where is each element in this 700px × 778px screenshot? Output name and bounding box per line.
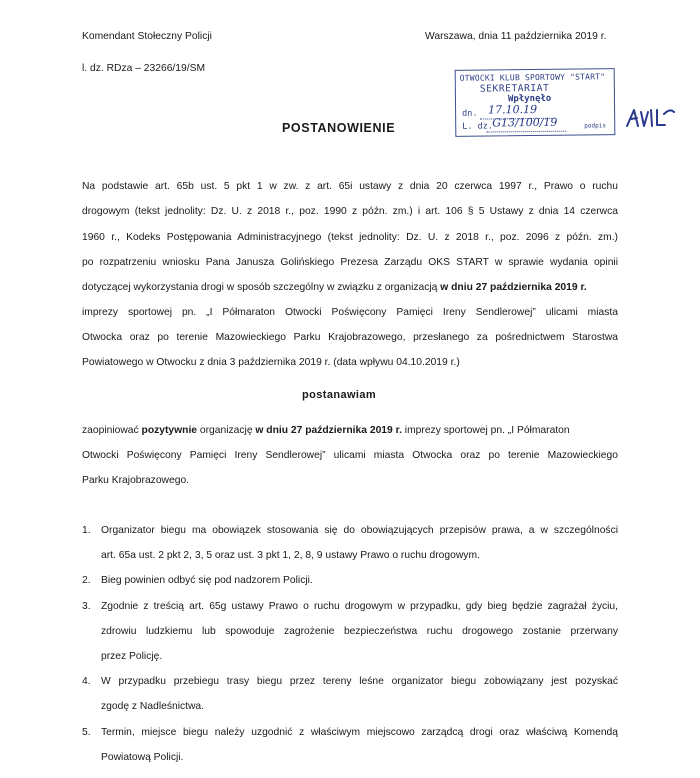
stamp-date-handwritten: 17.10.19 (488, 102, 538, 117)
reference-number: l. dz. RDza – 23266/19/SM (82, 63, 206, 74)
condition-5-line-1: Termin, miejsce biegu należy uzgodnić z właściwym miejscowo zarządcą drogi oraz właściwą Komendą (101, 727, 618, 738)
decision-line-3: Parku Krajobrazowego. (82, 475, 190, 486)
document-title: POSTANOWIENIE (282, 121, 396, 135)
condition-1-line-1: Organizator biegu ma obowiązek stosowania się do obowiązujących przepisów prawa, a w szczególności (101, 525, 618, 536)
condition-2-line-1: Bieg powinien odbyć się pod nadzorem Policji. (101, 575, 313, 586)
condition-1-number: 1. (82, 525, 91, 536)
decision-pre: zaopiniować (82, 425, 142, 436)
intro-event-date: w dniu 27 października 2019 r. (440, 282, 587, 293)
condition-4-number: 4. (82, 676, 91, 687)
condition-4-line-2: zgodę z Nadleśnictwa. (101, 701, 205, 712)
intro-line-4: po rozpatrzeniu wniosku Pana Janusza Golińskiego Prezesa Zarządu OKS START w sprawie wydania opinii (82, 257, 618, 268)
condition-3-line-1: Zgodnie z treścią art. 65g ustawy Prawo o ruchu drogowym w przypadku, gdy bieg będzie zagrażał życiu, (101, 601, 618, 612)
stamp-signature-caption: podpis (584, 122, 606, 130)
condition-5-number: 5. (82, 727, 91, 738)
decision-date: w dniu 27 października 2019 r. (255, 425, 402, 436)
stamp-number-label: L. dz. (462, 121, 494, 132)
condition-4-line-1: W przypadku przebiegu trasy biegu przez tereny leśne organizator biegu zobowiązany jest pozyskać (101, 676, 618, 687)
handwritten-signature (624, 104, 676, 134)
condition-1-line-2: art. 65a ust. 2 pkt 2, 3, 5 oraz ust. 3 pkt 1, 2, 8, 9 ustawy Prawo o ruchu drogowym. (101, 550, 480, 561)
stamp-department: SEKRETARIAT (479, 82, 550, 95)
condition-3-line-2: zdrowiu ludzkiemu lub spowoduje zagrożenie bezpieczeństwa ruchu drogowego zostanie przerwany (101, 626, 618, 637)
issuer: Komendant Stołeczny Policji (82, 31, 212, 42)
stamp-date-label: dn. (462, 108, 478, 119)
stamp-number-handwritten: G13/100/19 (492, 115, 558, 130)
intro-line-1: Na podstawie art. 65b ust. 5 pkt 1 w zw. z art. 65i ustawy z dnia 20 czerwca 1997 r., Prawo o ruchu (82, 181, 618, 192)
intro-line-5-text: dotyczącej wykorzystania drogi w sposób szczególny w związku z organizacją (82, 282, 441, 293)
receipt-stamp (455, 68, 616, 137)
condition-5-line-2: Powiatową Policji. (101, 752, 184, 763)
decision-post: imprezy sportowej pn. „I Półmaraton (401, 425, 570, 436)
intro-line-7: Otwocka oraz po terenie Mazowieckiego Parku Krajobrazowego, przesłanego za pośrednictwem Starostwa (82, 332, 618, 343)
place-date: Warszawa, dnia 11 października 2019 r. (425, 31, 607, 42)
decision-word: postanawiam (302, 389, 377, 401)
condition-2-number: 2. (82, 575, 91, 586)
intro-line-5 (82, 281, 587, 294)
condition-3-number: 3. (82, 601, 91, 612)
condition-3-line-3: przez Policję. (101, 651, 163, 662)
decision-mid: organizację (197, 425, 256, 436)
intro-line-3: 1960 r., Kodeks Postępowania Administracyjnego (tekst jednolity: Dz. U. z 2018 r., poz. 2096 z późn. zm.) (82, 232, 618, 243)
intro-line-6: imprezy sportowej pn. „I Półmaraton Otwocki Poświęcony Pamięci Ireny Sendlerowej” ulicami miasta (82, 307, 618, 318)
stamp-received: Wpłynęło (507, 93, 552, 105)
stamp-club-name: OTWOCKI KLUB SPORTOWY "START" (459, 72, 606, 83)
intro-line-8: Powiatowego w Otwocku z dnia 3 października 2019 r. (data wpływu 04.10.2019 r.) (82, 357, 460, 368)
decision-line-1 (82, 424, 618, 437)
decision-line-2: Otwocki Poświęcony Pamięci Ireny Sendlerowej” ulicami miasta Otwocka oraz po terenie Mazowieckiego (82, 450, 618, 461)
decision-positive: pozytywnie (141, 425, 198, 436)
intro-line-2: drogowym (tekst jednolity: Dz. U. z 2018 r., poz. 1990 z późn. zm.) i art. 106 § 5 Ustawy z dnia 14 czerwca (82, 206, 618, 217)
